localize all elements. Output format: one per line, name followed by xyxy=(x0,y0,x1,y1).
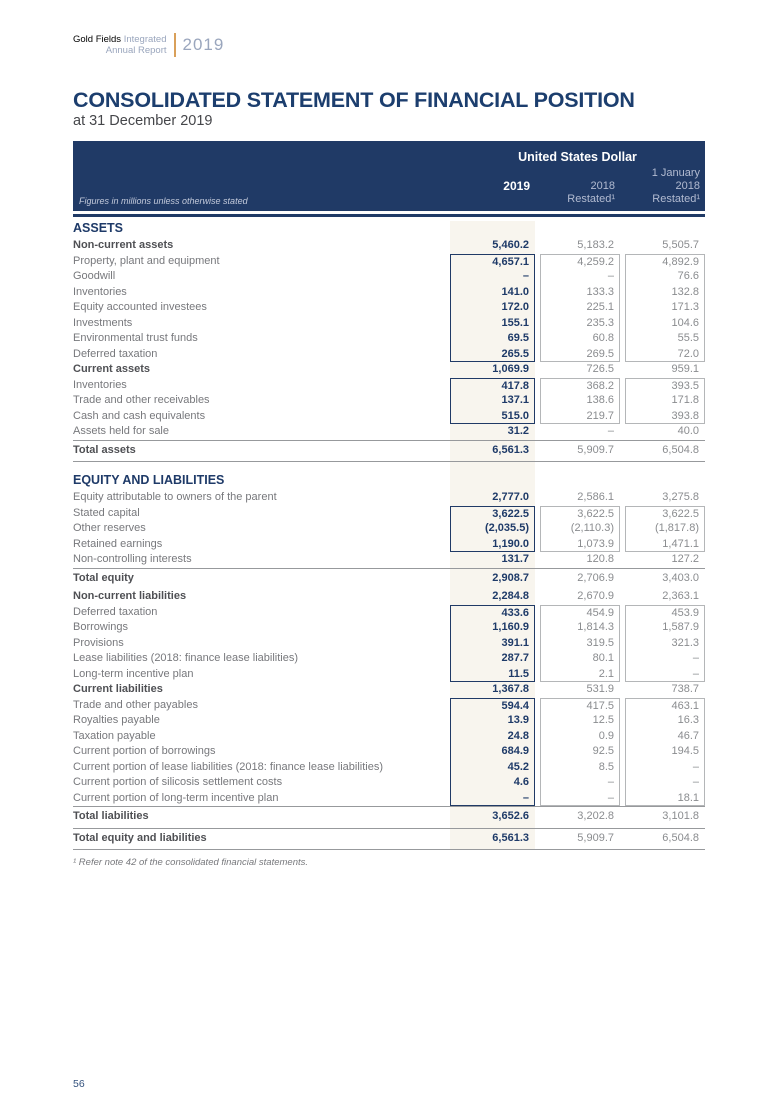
value-cell: 31.2 xyxy=(507,425,529,437)
table-row xyxy=(73,238,705,254)
logo-brand: Gold Fields xyxy=(73,34,122,45)
table-row xyxy=(73,589,705,605)
value-cell: (2,035.5) xyxy=(450,521,535,537)
value-cell: 235.3 xyxy=(540,316,620,332)
value-cell: 92.5 xyxy=(540,744,620,760)
value-cell: – xyxy=(625,651,705,667)
value-cell: 6,504.8 xyxy=(662,443,699,456)
value-cell: 3,622.5 xyxy=(625,506,705,522)
value-cell: (2,110.3) xyxy=(540,521,620,537)
table-row xyxy=(73,552,705,568)
table-row xyxy=(73,254,705,270)
value-cell: 393.5 xyxy=(625,378,705,394)
row-label: Current portion of silicosis settlement costs xyxy=(73,776,283,788)
table-row xyxy=(73,682,705,698)
header-rule xyxy=(73,214,705,217)
value-cell: 4,259.2 xyxy=(540,254,620,270)
value-cell: 16.3 xyxy=(625,713,705,729)
table-row xyxy=(73,331,705,347)
gold-fields-logo xyxy=(73,33,224,57)
value-cell: 120.8 xyxy=(586,553,614,565)
row-label: Taxation payable xyxy=(73,729,156,742)
table-row xyxy=(73,729,705,745)
value-cell: 2,363.1 xyxy=(662,590,699,602)
value-cell: 155.1 xyxy=(450,316,535,332)
value-cell: 3,652.6 xyxy=(492,810,529,822)
row-label: Trade and other receivables xyxy=(73,394,210,406)
row-label: Non-current liabilities xyxy=(73,590,187,602)
logo-report-label: Annual Report xyxy=(105,45,167,56)
row-label: Current portion of long-term incentive plan xyxy=(73,791,279,804)
logo-suffix: Integrated xyxy=(123,34,167,45)
value-cell: 5,183.2 xyxy=(577,239,614,251)
value-cell: 2.1 xyxy=(540,667,620,683)
value-cell: 6,561.3 xyxy=(492,831,529,844)
table-row xyxy=(73,744,705,760)
table-row xyxy=(73,651,705,667)
spacer-row xyxy=(73,462,705,473)
table-row xyxy=(73,636,705,652)
value-cell: 13.9 xyxy=(450,713,535,729)
value-cell: 2,777.0 xyxy=(492,491,529,503)
table-row xyxy=(73,760,705,776)
value-cell: 453.9 xyxy=(625,605,705,621)
value-cell: 0.9 xyxy=(540,729,620,745)
section-header-row xyxy=(73,221,705,238)
value-cell: 225.1 xyxy=(540,300,620,316)
value-cell: 24.8 xyxy=(450,729,535,745)
table-row xyxy=(73,393,705,409)
value-cell: 4,892.9 xyxy=(625,254,705,270)
value-cell: 55.5 xyxy=(625,331,705,347)
row-label: Borrowings xyxy=(73,621,129,633)
value-cell: 531.9 xyxy=(586,683,614,695)
column-header: 1 January 2018 Restated¹ xyxy=(651,167,700,205)
row-label: Environmental trust funds xyxy=(73,332,198,344)
value-cell: – xyxy=(625,667,705,683)
value-cell: 138.6 xyxy=(540,393,620,409)
page-subtitle: at 31 December 2019 xyxy=(73,113,213,129)
value-cell: 69.5 xyxy=(450,331,535,347)
value-cell: 726.5 xyxy=(586,363,614,375)
value-cell: – xyxy=(625,760,705,776)
value-cell: 1,587.9 xyxy=(625,620,705,636)
table-row xyxy=(73,409,705,425)
table-row xyxy=(73,537,705,553)
value-cell: 1,367.8 xyxy=(492,683,529,695)
value-cell: – xyxy=(540,775,620,791)
page-number: 56 xyxy=(73,1078,85,1090)
row-label: Equity attributable to owners of the parent xyxy=(73,491,277,503)
value-cell: 393.8 xyxy=(625,409,705,425)
value-cell: 391.1 xyxy=(450,636,535,652)
value-cell: 265.5 xyxy=(450,347,535,363)
value-cell: 738.7 xyxy=(671,683,699,695)
table-row xyxy=(73,667,705,683)
value-cell: 11.5 xyxy=(450,667,535,683)
value-cell: 2,284.8 xyxy=(492,590,529,602)
value-cell: 171.3 xyxy=(625,300,705,316)
value-cell: 269.5 xyxy=(540,347,620,363)
value-cell: 171.8 xyxy=(625,393,705,409)
value-cell: 137.1 xyxy=(450,393,535,409)
table-row xyxy=(73,791,705,807)
table-row xyxy=(73,806,705,828)
value-cell: 2,586.1 xyxy=(577,491,614,503)
value-cell: (1,817.8) xyxy=(625,521,705,537)
value-cell: 433.6 xyxy=(450,605,535,621)
section-header-row xyxy=(73,473,705,490)
table-row xyxy=(73,300,705,316)
row-label: Total assets xyxy=(73,443,136,456)
table-row xyxy=(73,828,705,851)
row-label: Deferred taxation xyxy=(73,605,158,618)
value-cell: 5,909.7 xyxy=(577,443,614,456)
value-cell: 1,190.0 xyxy=(450,537,535,553)
value-cell: 515.0 xyxy=(450,409,535,425)
value-cell: 321.3 xyxy=(625,636,705,652)
logo-year: 2019 xyxy=(182,35,225,54)
table-row xyxy=(73,424,705,440)
logo-text xyxy=(73,34,167,56)
row-label: Lease liabilities (2018: finance lease liabilities) xyxy=(73,652,299,664)
value-cell: 417.8 xyxy=(450,378,535,394)
table-row xyxy=(73,347,705,363)
value-cell: 1,069.9 xyxy=(492,363,529,375)
value-cell: 3,622.5 xyxy=(540,506,620,522)
value-cell: 40.0 xyxy=(677,425,699,437)
value-cell: 959.1 xyxy=(671,363,699,375)
value-cell: 3,403.0 xyxy=(662,571,699,584)
row-label: Total equity xyxy=(73,571,134,584)
value-cell: 2,670.9 xyxy=(577,590,614,602)
row-label: Retained earnings xyxy=(73,537,163,550)
value-cell: 104.6 xyxy=(625,316,705,332)
table-row xyxy=(73,490,705,506)
value-cell: 2,706.9 xyxy=(577,571,614,584)
value-cell: 5,909.7 xyxy=(577,831,614,844)
row-label: Current assets xyxy=(73,363,151,375)
value-cell: 80.1 xyxy=(540,651,620,667)
row-label: Royalties payable xyxy=(73,714,160,726)
row-label: Goodwill xyxy=(73,270,116,282)
row-label: Deferred taxation xyxy=(73,347,158,360)
value-cell: – xyxy=(607,425,614,437)
row-label: Inventories xyxy=(73,285,127,298)
table-row xyxy=(73,568,705,590)
row-label: Trade and other payables xyxy=(73,698,198,711)
value-cell: 417.5 xyxy=(540,698,620,714)
value-cell: 72.0 xyxy=(625,347,705,363)
value-cell: 5,460.2 xyxy=(492,239,529,251)
row-label: Non-current assets xyxy=(73,239,174,251)
table-row xyxy=(73,620,705,636)
row-label: Equity accounted investees xyxy=(73,301,207,313)
value-cell: 76.6 xyxy=(625,269,705,285)
value-cell: 45.2 xyxy=(450,760,535,776)
table-row xyxy=(73,506,705,522)
row-label: Assets held for sale xyxy=(73,425,169,437)
column-header: 2019 xyxy=(503,179,530,193)
value-cell: 3,101.8 xyxy=(662,810,699,822)
value-cell: 18.1 xyxy=(625,791,705,807)
currency-header: United States Dollar xyxy=(518,150,637,164)
value-cell: 4.6 xyxy=(450,775,535,791)
value-cell: 454.9 xyxy=(540,605,620,621)
value-cell: 1,471.1 xyxy=(625,537,705,553)
value-cell: 141.0 xyxy=(450,285,535,301)
value-cell: 6,504.8 xyxy=(662,831,699,844)
table-row xyxy=(73,316,705,332)
row-label: Long-term incentive plan xyxy=(73,667,194,680)
value-cell: 127.2 xyxy=(671,553,699,565)
value-cell: – xyxy=(450,791,535,807)
value-cell: – xyxy=(625,775,705,791)
table-header-band xyxy=(73,141,705,211)
table-row xyxy=(73,378,705,394)
row-label: ASSETS xyxy=(73,221,124,235)
financial-table xyxy=(73,221,705,850)
value-cell: 46.7 xyxy=(625,729,705,745)
row-label: Cash and cash equivalents xyxy=(73,409,206,422)
row-label: Non-controlling interests xyxy=(73,553,192,565)
value-cell: 194.5 xyxy=(625,744,705,760)
value-cell: 5,505.7 xyxy=(662,239,699,251)
row-label: Investments xyxy=(73,316,133,329)
figures-note: Figures in millions unless otherwise stated xyxy=(79,196,248,206)
value-cell: 12.5 xyxy=(540,713,620,729)
value-cell: 60.8 xyxy=(540,331,620,347)
table-row xyxy=(73,440,705,463)
table-row xyxy=(73,521,705,537)
page-title: CONSOLIDATED STATEMENT OF FINANCIAL POSITION xyxy=(73,88,635,112)
row-label: Current portion of lease liabilities (2018: finance lease liabilities) xyxy=(73,760,383,773)
value-cell: 132.8 xyxy=(625,285,705,301)
value-cell: 3,275.8 xyxy=(662,491,699,503)
table-row xyxy=(73,605,705,621)
table-row xyxy=(73,269,705,285)
table-row xyxy=(73,713,705,729)
table-row xyxy=(73,698,705,714)
row-label: Total equity and liabilities xyxy=(73,831,207,844)
value-cell: 1,073.9 xyxy=(540,537,620,553)
value-cell: 319.5 xyxy=(540,636,620,652)
value-cell: 133.3 xyxy=(540,285,620,301)
value-cell: 131.7 xyxy=(501,553,529,565)
value-cell: 8.5 xyxy=(540,760,620,776)
row-label: Stated capital xyxy=(73,506,140,519)
value-cell: – xyxy=(450,269,535,285)
row-label: Current liabilities xyxy=(73,683,163,695)
column-headers xyxy=(450,167,705,206)
value-cell: 3,202.8 xyxy=(577,810,614,822)
value-cell: 594.4 xyxy=(450,698,535,714)
value-cell: – xyxy=(540,269,620,285)
value-cell: 219.7 xyxy=(540,409,620,425)
footnote: ¹ Refer note 42 of the consolidated financial statements. xyxy=(73,857,308,868)
value-cell: 368.2 xyxy=(540,378,620,394)
value-cell: 4,657.1 xyxy=(450,254,535,270)
row-label: Property, plant and equipment xyxy=(73,254,220,267)
table-row xyxy=(73,775,705,791)
column-header: 2018 Restated¹ xyxy=(567,180,615,205)
table-row xyxy=(73,362,705,378)
row-label: Total liabilities xyxy=(73,810,149,822)
row-label: Other reserves xyxy=(73,522,146,534)
value-cell: 287.7 xyxy=(450,651,535,667)
value-cell: 2,908.7 xyxy=(492,571,529,584)
value-cell: 684.9 xyxy=(450,744,535,760)
row-label: EQUITY AND LIABILITIES xyxy=(73,473,225,487)
table-row xyxy=(73,285,705,301)
row-label: Provisions xyxy=(73,636,124,649)
row-label: Inventories xyxy=(73,378,127,391)
row-label: Current portion of borrowings xyxy=(73,745,216,757)
value-cell: 6,561.3 xyxy=(492,443,529,456)
value-cell: 172.0 xyxy=(450,300,535,316)
value-cell: 3,622.5 xyxy=(450,506,535,522)
value-cell: 1,814.3 xyxy=(540,620,620,636)
value-cell: 463.1 xyxy=(625,698,705,714)
value-cell: – xyxy=(540,791,620,807)
logo-divider xyxy=(174,33,176,57)
value-cell: 1,160.9 xyxy=(450,620,535,636)
